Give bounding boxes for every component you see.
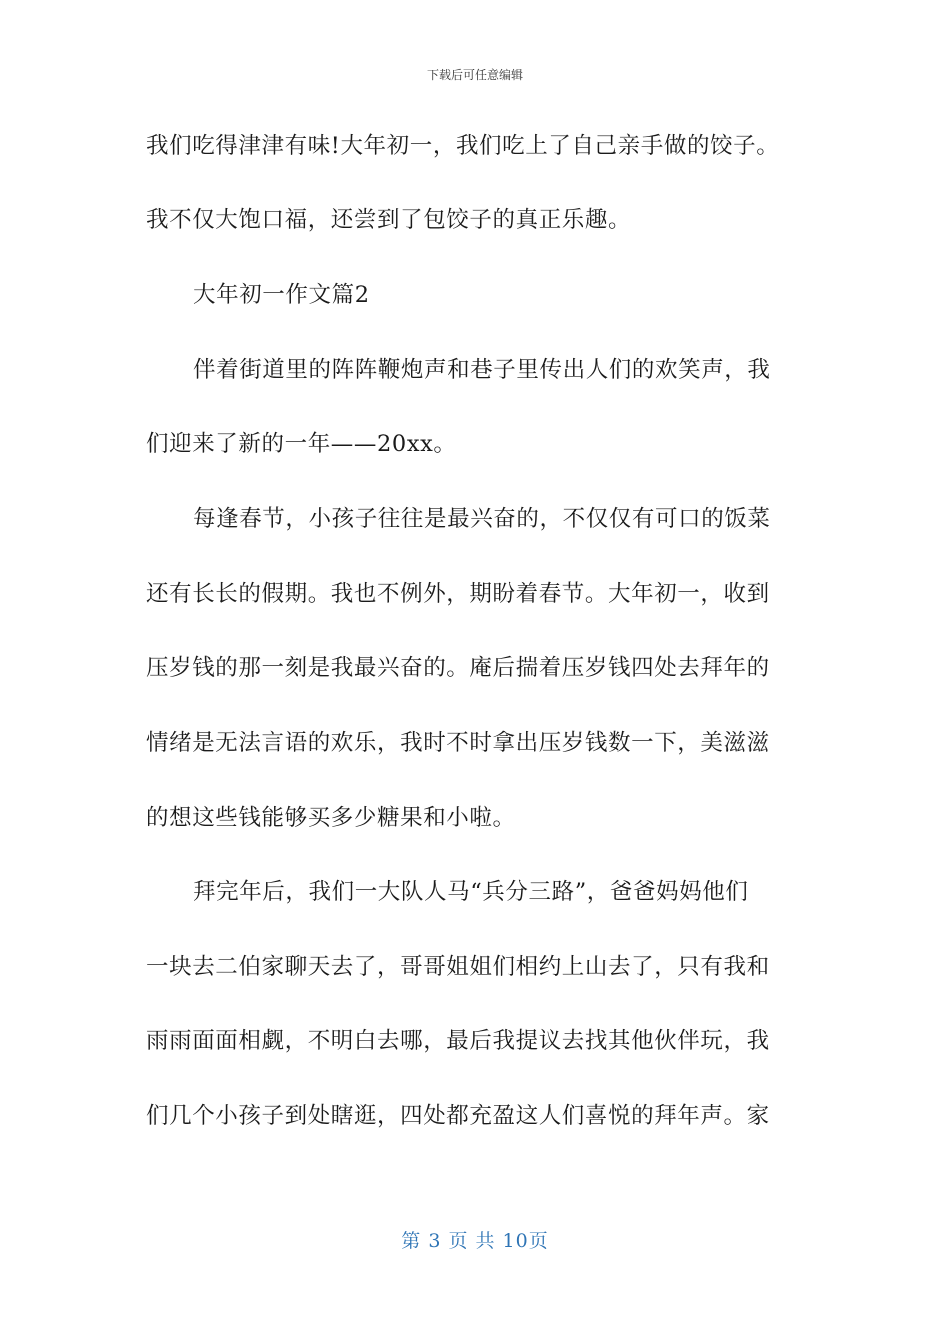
text-line: 伴着街道里的阵阵鞭炮声和巷子里传出人们的欢笑声，我 (193, 357, 771, 383)
section-heading: 大年初一作文篇2 (193, 282, 370, 308)
text-line: 我不仅大饱口福，还尝到了包饺子的真正乐趣。 (146, 207, 632, 233)
text-line: 我们吃得津津有味!大年初一，我们吃上了自己亲手做的饺子。 (146, 133, 780, 159)
text-line: 拜完年后，我们一大队人马“兵分三路”，爸爸妈妈他们 (193, 879, 749, 905)
text-line: 的想这些钱能够买多少糖果和小啦。 (146, 805, 516, 831)
text-line: 们几个小孩子到处瞎逛，四处都充盈这人们喜悦的拜年声。家 (146, 1103, 770, 1129)
page-header: 下载后可任意编辑 (426, 68, 523, 82)
text-line: 每逢春节，小孩子往往是最兴奋的，不仅仅有可口的饭菜 (193, 506, 771, 532)
text-line: 压岁钱的那一刻是我最兴奋的。庵后揣着压岁钱四处去拜年的 (146, 655, 770, 681)
text-line: 雨雨面面相觑，不明白去哪，最后我提议去找其他伙伴玩，我 (146, 1028, 770, 1054)
text-line: 一块去二伯家聊天去了，哥哥姐姐们相约上山去了，只有我和 (146, 954, 770, 980)
text-line: 们迎来了新的一年——20xx。 (146, 431, 457, 457)
text-line: 情绪是无法言语的欢乐，我时不时拿出压岁钱数一下，美滋滋 (146, 730, 770, 756)
page-footer: 第 3 页 共 10页 (401, 1230, 549, 1252)
text-line: 还有长长的假期。我也不例外，期盼着春节。大年初一，收到 (146, 581, 770, 607)
